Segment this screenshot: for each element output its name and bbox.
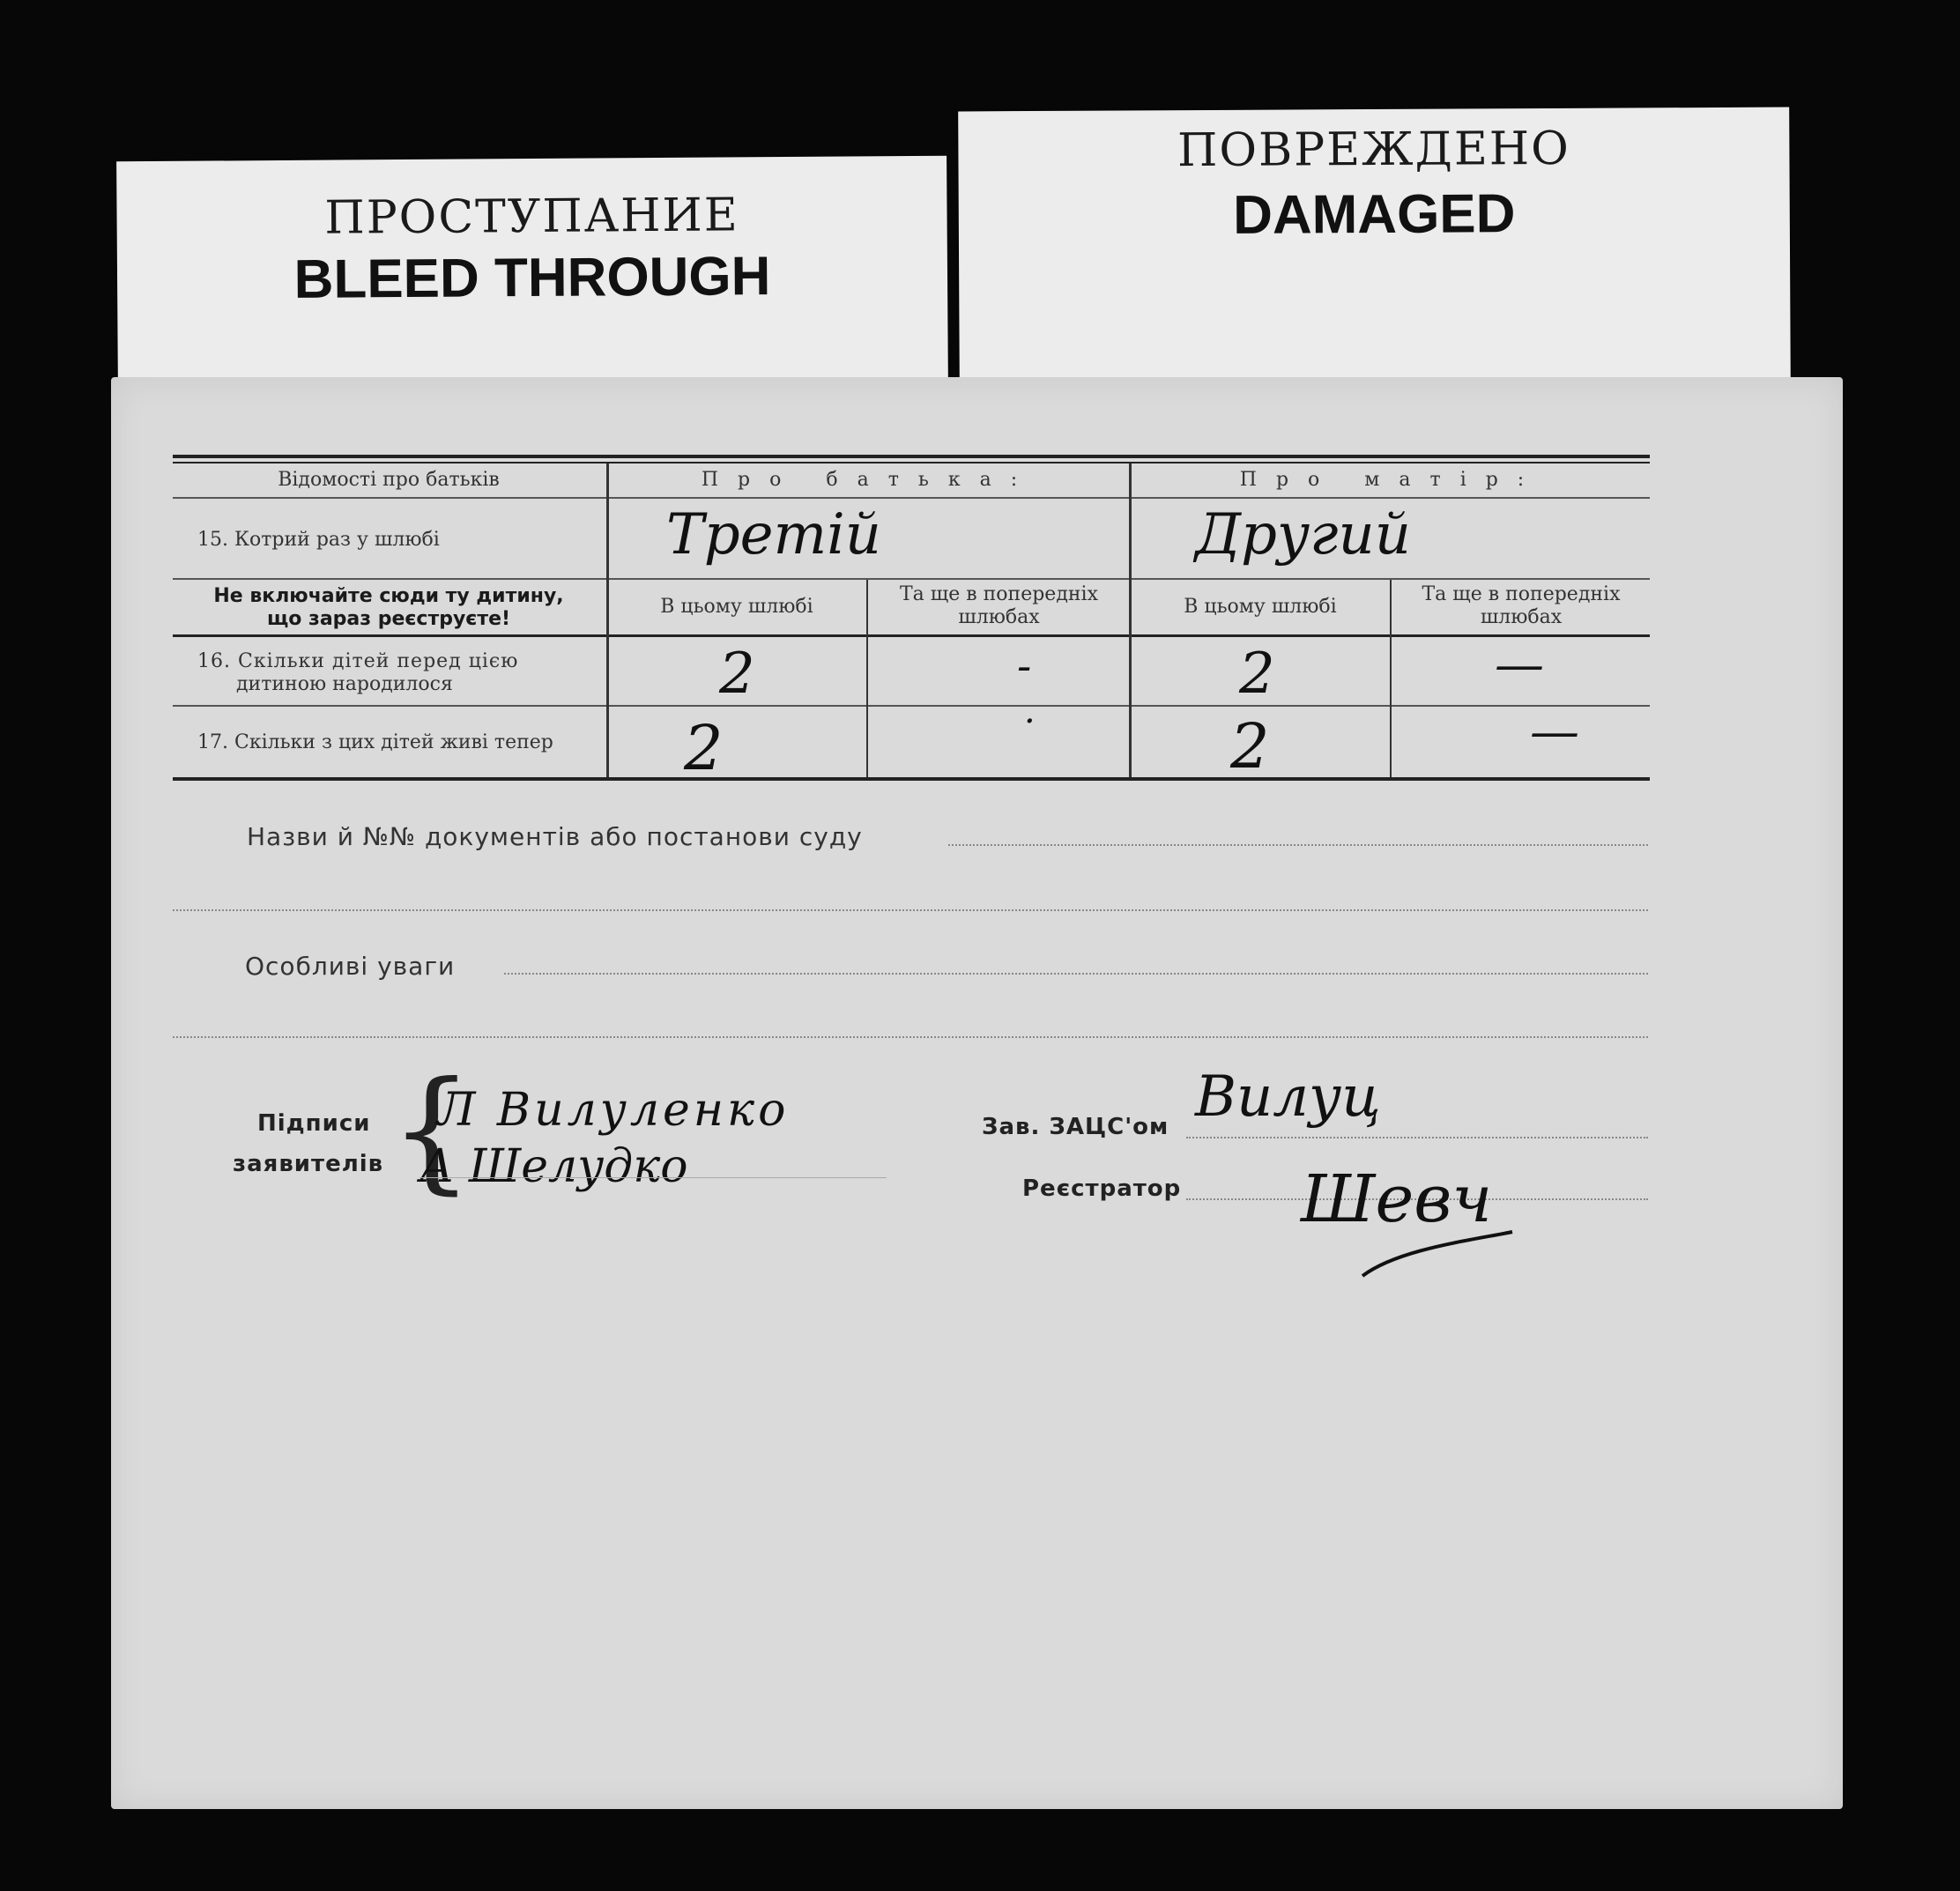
applicant2-signature: А Шелудко xyxy=(419,1140,688,1193)
brace: { xyxy=(390,1054,474,1207)
note-line2: що зараз реєструєте! xyxy=(266,608,511,630)
subheader-mother-prev-1: Та ще в попередніх xyxy=(1422,583,1621,605)
subcol-divider xyxy=(1390,580,1392,777)
table-top-rule-thin xyxy=(173,462,1650,463)
row17-father-this: 2 xyxy=(684,712,724,784)
applicant1-signature: Л Вилуленко xyxy=(437,1084,790,1137)
row16-father-prev: - xyxy=(1017,641,1032,691)
bleed-through-slip xyxy=(116,156,948,391)
documents-dotted-line xyxy=(948,844,1648,846)
row15-father-value: Третій xyxy=(666,502,881,567)
documents-label: Назви й №№ документів або постанови суду xyxy=(247,822,863,851)
remarks-label: Особливі уваги xyxy=(245,952,456,981)
subheader-father-prev-1: Та ще в попередніх xyxy=(900,583,1098,605)
head-dotted-line xyxy=(1186,1137,1648,1138)
row17-father-prev: · xyxy=(1024,701,1036,742)
row16-father-this: 2 xyxy=(719,641,755,707)
row16-label-line2: дитиною народилося xyxy=(236,673,453,695)
subheader-father-prev-2: шлюбах xyxy=(958,606,1040,628)
applicant-line xyxy=(419,1177,887,1178)
applicants-label-line2: заявителів xyxy=(233,1151,384,1177)
table-top-rule xyxy=(173,455,1650,458)
row15-label: 15. Котрий раз у шлюбі xyxy=(197,529,440,551)
subheader-father-this: В цьому шлюбі xyxy=(660,596,813,618)
row15-divider xyxy=(173,578,1650,580)
row17-mother-prev: — xyxy=(1530,703,1579,760)
remarks-dotted-line xyxy=(504,973,1648,975)
subheader-divider xyxy=(173,634,1650,637)
head-signature: Вилуц xyxy=(1195,1064,1381,1130)
header-parents-info: Відомості про батьків xyxy=(278,469,500,491)
parents-info-table xyxy=(173,455,1650,784)
slip-en-text: BLEED THROUGH xyxy=(293,246,771,310)
slip-ru-text: ПОВРЕЖДЕНО xyxy=(1177,122,1570,178)
row15-mother-value: Другий xyxy=(1195,502,1411,567)
row17-label: 17. Скільки з цих дітей живі тепер xyxy=(197,731,553,753)
subheader-mother-this: В цьому шлюбі xyxy=(1184,596,1337,618)
damaged-slip xyxy=(958,108,1791,390)
note-line1: Не включайте сюди ту дитину, xyxy=(213,585,564,607)
row17-mother-this: 2 xyxy=(1230,710,1270,782)
table-bottom-rule xyxy=(173,777,1650,781)
registrar-flourish xyxy=(1345,1214,1521,1285)
subheader-mother-prev-2: шлюбах xyxy=(1480,606,1563,628)
row16-divider xyxy=(173,705,1650,707)
head-label: Зав. ЗАЦС'ом xyxy=(982,1114,1169,1140)
header-father: Про батька: xyxy=(701,469,1037,491)
registrar-signature: Шевч xyxy=(1301,1161,1493,1237)
header-divider xyxy=(173,497,1650,499)
row16-mother-prev: — xyxy=(1495,636,1544,693)
row16-mother-this: 2 xyxy=(1239,641,1275,707)
header-mother: Про матір: xyxy=(1239,469,1544,491)
row16-label-line1: 16. Скільки дітей перед цією xyxy=(197,650,519,672)
slip-en-text: DAMAGED xyxy=(1232,183,1516,246)
document-page xyxy=(111,377,1843,1809)
slip-ru-text: ПРОСТУПАНИЕ xyxy=(324,189,739,245)
applicants-label-line1: Підписи xyxy=(257,1110,371,1137)
remarks-dotted-line-2 xyxy=(173,1036,1648,1038)
col-divider xyxy=(606,463,609,777)
col-divider xyxy=(1129,463,1132,777)
documents-dotted-line-2 xyxy=(173,909,1648,911)
subcol-divider xyxy=(866,580,868,777)
registrar-label: Реєстратор xyxy=(1022,1175,1182,1202)
